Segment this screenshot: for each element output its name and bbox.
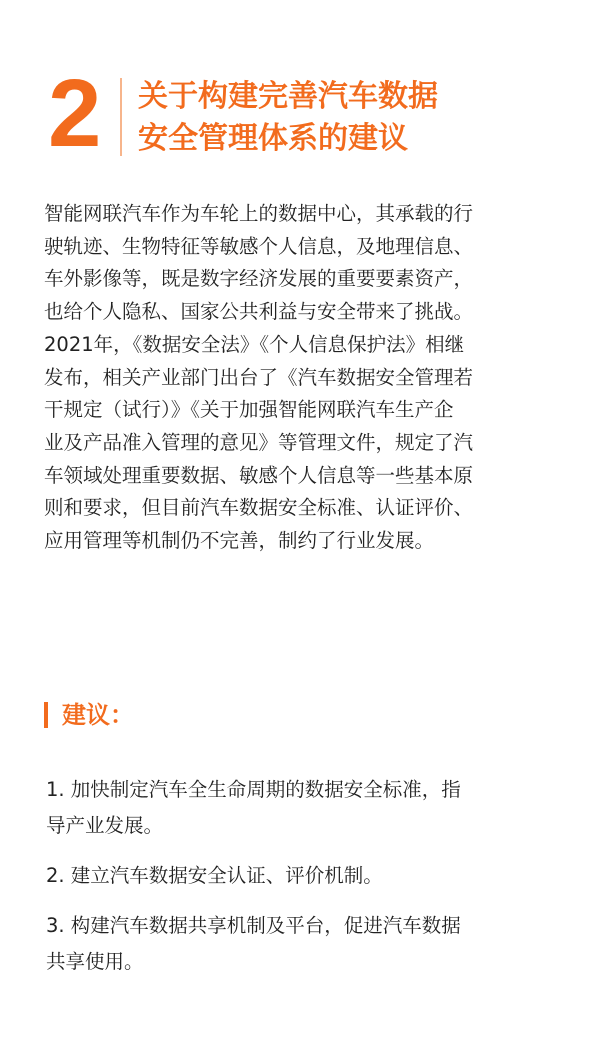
suggestions-title: 建议： — [62, 701, 134, 729]
paragraph-line: 业及产品准入管理的意见》等管理文件，规定了汽 — [44, 430, 474, 454]
title-line: 关于构建完善汽车数据 — [138, 79, 438, 114]
suggestion-item — [46, 858, 561, 894]
suggestion-item — [46, 908, 561, 980]
paragraph-line: 车外影像等，既是数字经济发展的重要要素资产， — [44, 267, 474, 291]
paragraph-line: 干规定（试行）》《关于加强智能网联汽车生产企 — [44, 398, 454, 422]
suggestions-list — [46, 772, 561, 994]
heading-accent-bar — [44, 702, 48, 728]
suggestion-line: 共享使用。 — [46, 950, 144, 973]
section-number: 2 — [48, 60, 102, 167]
paragraph-line: 车领域处理重要数据、敏感个人信息等一些基本原 — [44, 463, 474, 487]
body-paragraph — [44, 198, 559, 558]
title-line: 安全管理体系的建议 — [138, 121, 408, 156]
suggestion-line: 1. 加快制定汽车全生命周期的数据安全标准，指 — [46, 778, 461, 801]
paragraph-line: 也给个人隐私、国家公共利益与安全带来了挑战。 — [44, 300, 474, 324]
suggestion-line: 导产业发展。 — [46, 814, 164, 837]
page-title — [138, 76, 438, 160]
paragraph-line: 2021年，《数据安全法》《个人信息保护法》相继 — [44, 332, 465, 356]
suggestion-line: 2. 建立汽车数据安全认证、评价机制。 — [46, 864, 383, 887]
paragraph-line: 驶轨迹、生物特征等敏感个人信息，及地理信息、 — [44, 234, 474, 258]
paragraph-line: 则和要求，但目前汽车数据安全标准、认证评价、 — [44, 496, 474, 520]
paragraph-line: 智能网联汽车作为车轮上的数据中心，其承载的行 — [44, 202, 474, 225]
paragraph-line: 发布，相关产业部门出台了《汽车数据安全管理若 — [44, 365, 474, 389]
section-header — [48, 60, 568, 167]
suggestion-item — [46, 772, 561, 844]
suggestion-line: 3. 构建汽车数据共享机制及平台，促进汽车数据 — [46, 914, 461, 937]
header-divider — [120, 78, 122, 156]
paragraph-line: 应用管理等机制仍不完善，制约了行业发展。 — [44, 529, 435, 553]
